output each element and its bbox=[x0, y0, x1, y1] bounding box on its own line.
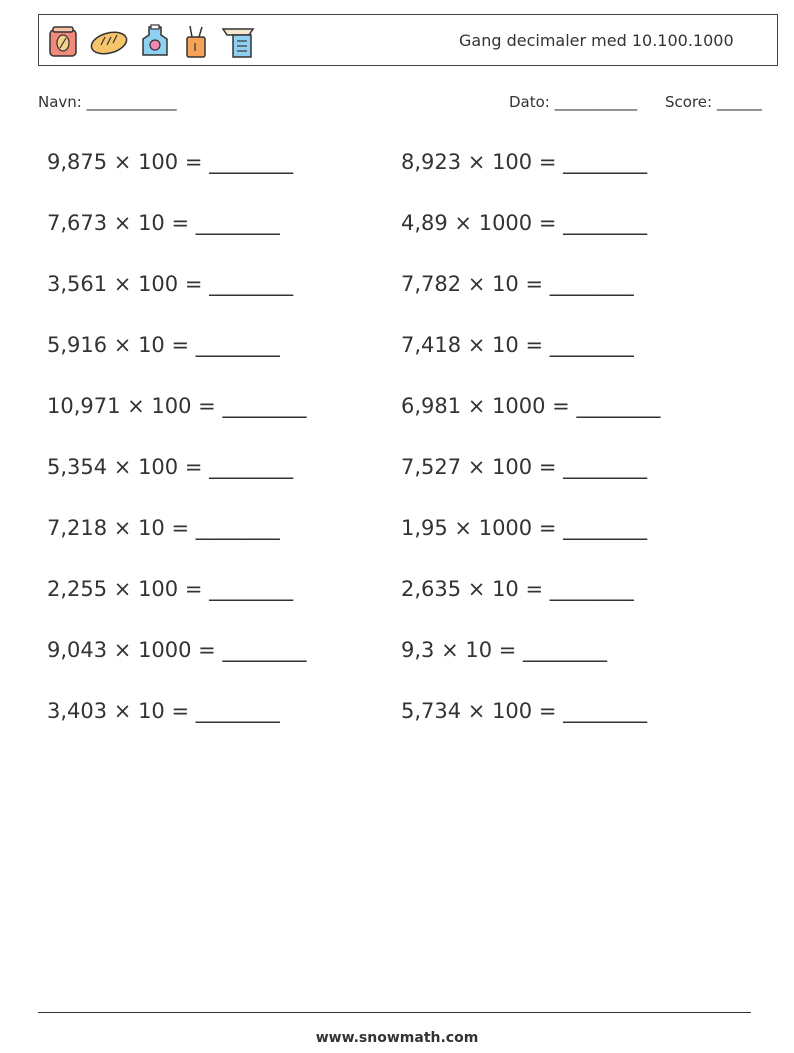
recipe-stand-icon bbox=[219, 23, 259, 59]
problem-7-right: 1,95 × 1000 = ________ bbox=[401, 516, 648, 540]
problem-6-right: 7,527 × 100 = ________ bbox=[401, 455, 648, 479]
problem-3-left: 3,561 × 100 = ________ bbox=[47, 272, 294, 296]
footer-site: www.snowmath.com bbox=[315, 1030, 479, 1046]
problem-1-right: 8,923 × 100 = ________ bbox=[401, 150, 648, 174]
problem-10-left: 3,403 × 10 = ________ bbox=[47, 699, 280, 723]
date-field: Dato: ___________ bbox=[509, 93, 638, 111]
name-field: Navn: ____________ bbox=[38, 93, 177, 111]
problem-5-left: 10,971 × 100 = ________ bbox=[47, 394, 307, 418]
utensils-jar-icon bbox=[181, 23, 211, 59]
problem-5-right: 6,981 × 1000 = ________ bbox=[401, 394, 661, 418]
bread-loaf-icon bbox=[89, 23, 129, 59]
header-icons bbox=[45, 23, 259, 59]
problem-3-right: 7,782 × 10 = ________ bbox=[401, 272, 634, 296]
problem-2-right: 4,89 × 1000 = ________ bbox=[401, 211, 648, 235]
apron-icon bbox=[137, 23, 173, 59]
score-field: Score: ______ bbox=[665, 93, 762, 111]
problem-2-left: 7,673 × 10 = ________ bbox=[47, 211, 280, 235]
problem-9-right: 9,3 × 10 = ________ bbox=[401, 638, 608, 662]
worksheet-header bbox=[38, 14, 778, 66]
footer-divider bbox=[38, 1012, 751, 1013]
worksheet-title: Gang decimaler med 10.100.1000 bbox=[459, 31, 734, 50]
problem-8-right: 2,635 × 10 = ________ bbox=[401, 577, 634, 601]
problem-10-right: 5,734 × 100 = ________ bbox=[401, 699, 648, 723]
problem-7-left: 7,218 × 10 = ________ bbox=[47, 516, 280, 540]
problem-4-left: 5,916 × 10 = ________ bbox=[47, 333, 280, 357]
problem-4-right: 7,418 × 10 = ________ bbox=[401, 333, 634, 357]
problem-8-left: 2,255 × 100 = ________ bbox=[47, 577, 294, 601]
problem-6-left: 5,354 × 100 = ________ bbox=[47, 455, 294, 479]
problem-1-left: 9,875 × 100 = ________ bbox=[47, 150, 294, 174]
flour-bag-icon bbox=[45, 23, 81, 59]
problem-9-left: 9,043 × 1000 = ________ bbox=[47, 638, 307, 662]
